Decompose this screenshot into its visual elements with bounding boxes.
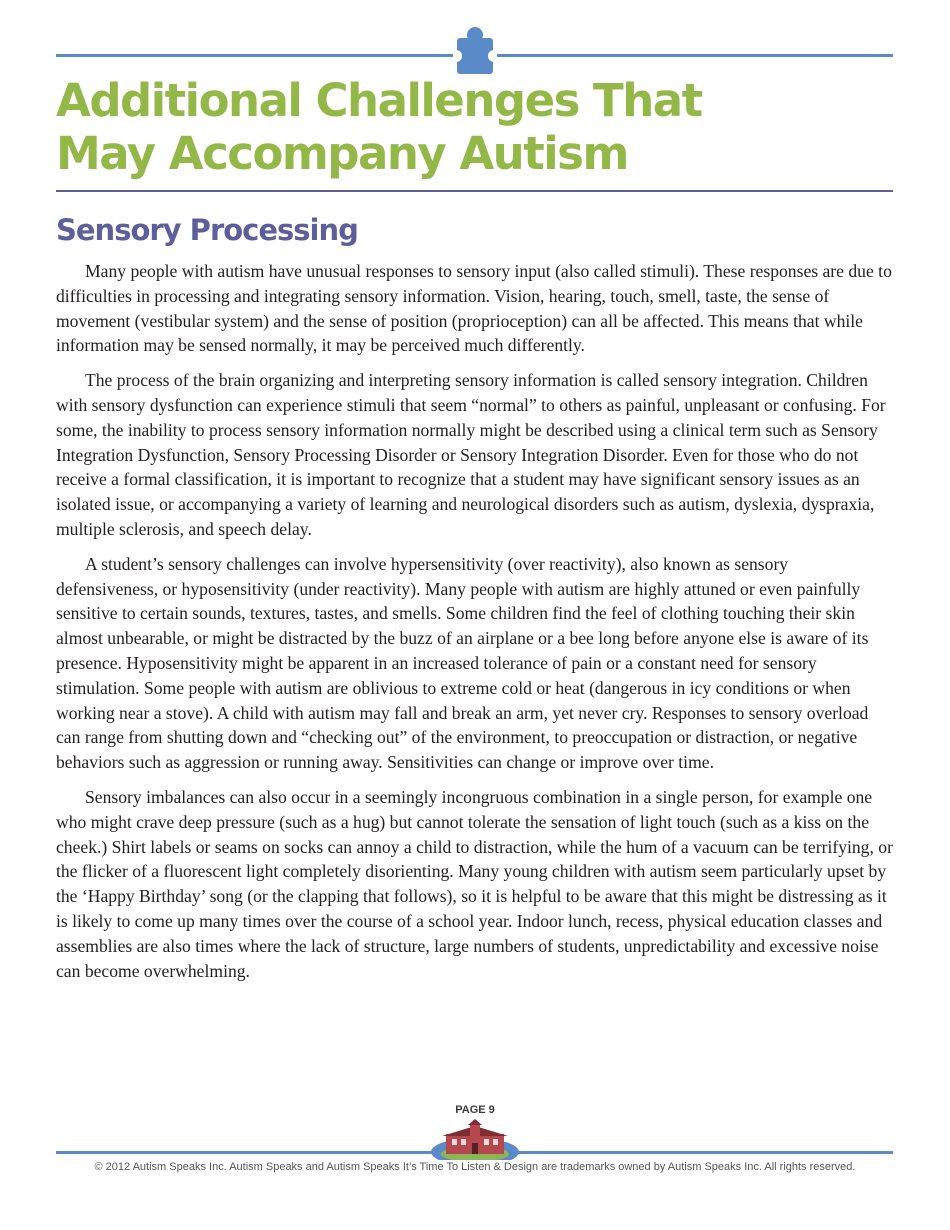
- school-house-icon: [430, 1118, 520, 1160]
- copyright-notice: © 2012 Autism Speaks Inc. Autism Speaks and Autism Speaks It’s Time To Listen & Design are trademarks owned by Autism Speaks Inc. All rights reserved.: [94, 1161, 856, 1173]
- page-title: [56, 74, 702, 180]
- puzzle-piece-icon: [453, 26, 497, 74]
- section-heading: Sensory Processing: [56, 213, 358, 247]
- page-title-line-2: May Accompany Autism: [56, 127, 628, 180]
- page-number: PAGE 9: [455, 1104, 495, 1116]
- page-title-line-1: Additional Challenges That: [56, 74, 702, 127]
- title-rule: [56, 190, 893, 192]
- paragraph-3: A student’s sensory challenges can involve hypersensitivity (over reactivity), also known as sensory defensiveness, or hyposensitivity (under reactivity). Many people with autism are highly attuned or even painfully sensitive to certain sounds, textures, tastes, and smells. Some children find the feel of clothing touching their skin almost unbearable, or might be distracted by the buzz of an airplane or a bee long before anyone else is aware of its presence. Hyposensitivity might be apparent in an increased tolerance of pain or a constant need for sensory stimulation. Some people with autism are oblivious to extreme cold or heat (dangerous in icy conditions or when working near a stove). A child with autism may fall and break an arm, yet never cry. Responses to sensory overload can range from shutting down and “checking out” of the environment, to preoccupation or distraction, or negative behaviors such as aggression or running away. Sensitivities can change or improve over time.: [56, 553, 869, 773]
- paragraph-4: Sensory imbalances can also occur in a seemingly incongruous combination in a single person, for example one who might crave deep pressure (such as a hug) but cannot tolerate the sensation of light touch (such as a kiss on the cheek.) Shirt labels or seams on socks can annoy a child to distraction, while the hum of a vacuum can be terrifying, or the flicker of a fluorescent light completely disorienting. Many young children with autism seem particularly upset by the ‘Happy Birthday’ song (or the clapping that follows), so it is helpful to be aware that this might be distressing as it is likely to come up many times over the course of a school year. Indoor lunch, recess, physical education classes and assemblies are also times where the lack of structure, large numbers of students, unpredictability and excessive noise can become overwhelming.: [56, 786, 893, 981]
- paragraph-1: Many people with autism have unusual responses to sensory input (also called stimuli). These responses are due to difficulties in processing and integrating sensory information. Vision, hearing, touch, smell, taste, the sense of movement (vestibular system) and the sense of position (proprioception) can all be affected. This means that while information may be sensed normally, it may be perceived much differently.: [56, 261, 892, 356]
- paragraph-2: The process of the brain organizing and interpreting sensory information is called sensory integration. Children with sensory dysfunction can experience stimuli that seem “normal” to others as painful, unpleasant or confusing. For some, the inability to process sensory information normally might be described using a clinical term such as Sensory Integration Dysfunction, Sensory Processing Disorder or Sensory Integration Disorder. Even for those who do not receive a formal classification, it is important to recognize that a student may have significant sensory issues as an isolated issue, or accompanying a variety of learning and neurological disorders such as autism, dyslexia, dyspraxia, multiple sclerosis, and speech delay.: [56, 370, 886, 539]
- body-text: [56, 259, 894, 993]
